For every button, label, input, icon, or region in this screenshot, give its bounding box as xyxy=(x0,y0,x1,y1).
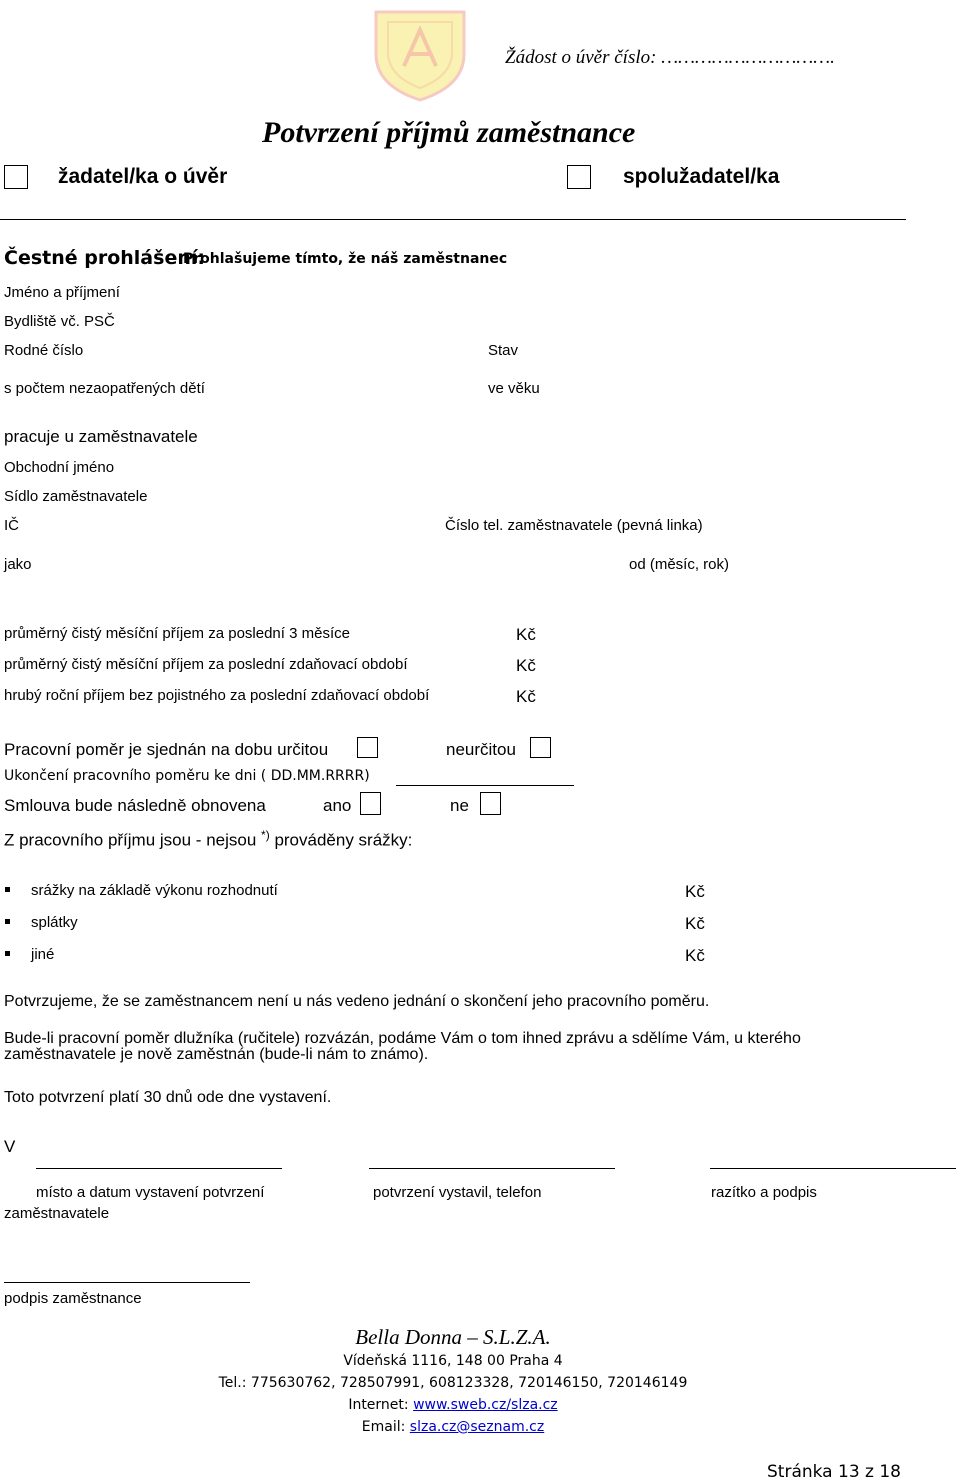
company-logo xyxy=(368,4,472,104)
employee-signature-line[interactable] xyxy=(4,1282,250,1283)
field-name-label: Jméno a příjmení xyxy=(4,284,120,301)
deduction-row-label: jiné xyxy=(31,946,55,963)
page-title: Potvrzení příjmů zaměstnance xyxy=(262,116,636,149)
bullet-icon xyxy=(5,919,10,924)
deduction-row-label: srážky na základě výkonu rozhodnutí xyxy=(31,882,278,899)
end-date-field[interactable] xyxy=(396,785,574,786)
applicant-label: žadatel/ka o úvěr xyxy=(58,165,228,188)
place-date-line[interactable] xyxy=(36,1168,282,1169)
field-since-label: od (měsíc, rok) xyxy=(629,556,730,573)
income-row-currency: Kč xyxy=(516,656,536,675)
place-prefix: V xyxy=(4,1137,16,1156)
issued-by-label: potvrzení vystavil, telefon xyxy=(373,1184,542,1201)
deduction-row-currency: Kč xyxy=(685,946,705,965)
footer-phone: Tel.: 775630762, 728507991, 608123328, 720146150, 720146149 xyxy=(218,1375,688,1391)
deductions-question xyxy=(4,828,412,851)
field-marital-status-label: Stav xyxy=(488,342,519,359)
footer-website-link[interactable]: www.sweb.cz/slza.cz xyxy=(413,1397,558,1413)
footer-internet xyxy=(0,1397,906,1413)
income-row-currency: Kč xyxy=(516,687,536,706)
footer-email-label: Email: xyxy=(361,1419,406,1435)
field-position-label: jako xyxy=(4,556,32,573)
bullet-icon xyxy=(5,887,10,892)
field-children-label: s počtem nezaopatřených dětí xyxy=(4,380,205,397)
deductions-prefix: Z pracovního příjmu jsou - nejsou xyxy=(4,830,257,850)
deductions-suffix: prováděny srážky: xyxy=(274,830,413,850)
notice-statement-line2: zaměstnavatele je nově zaměstnán (bude-li nám to známo). xyxy=(4,1046,429,1063)
validity-statement: Toto potvrzení platí 30 dnů ode dne vystavení. xyxy=(4,1089,332,1106)
declaration-heading: Čestné prohlášení: xyxy=(4,247,205,269)
notice-statement-line1: Bude-li pracovní poměr dlužníka (ručitele) rozvázán, podáme Vám o tom ihned zprávu a sdělíme Vám, u kterého xyxy=(4,1030,801,1047)
renewal-yes-label: ano xyxy=(323,796,352,815)
coapplicant-checkbox[interactable] xyxy=(567,165,591,189)
no-termination-statement: Potvrzujeme, že se zaměstnancem není u nás vedeno jednání o skončení jeho pracovního poměru. xyxy=(4,993,710,1010)
contract-definite-label: Pracovní poměr je sjednán na dobu určitou xyxy=(4,740,329,759)
applicant-checkbox[interactable] xyxy=(4,165,28,189)
income-row-label: průměrný čistý měsíční příjem za poslední zdaňovací období xyxy=(4,656,408,673)
end-date-label: Ukončení pracovního poměru ke dni ( DD.MM.RRRR) xyxy=(4,768,370,784)
contract-indefinite-label: neurčitou xyxy=(446,740,516,759)
deductions-footnote-mark: *) xyxy=(261,828,270,842)
footer-email-link[interactable]: slza.cz@seznam.cz xyxy=(409,1419,545,1435)
header-divider xyxy=(0,219,906,220)
field-birth-number-label: Rodné číslo xyxy=(4,342,84,359)
issued-by-line[interactable] xyxy=(369,1168,615,1169)
deduction-row-label: splátky xyxy=(31,914,78,931)
stamp-line[interactable] xyxy=(710,1168,956,1169)
definite-checkbox[interactable] xyxy=(357,737,378,758)
indefinite-checkbox[interactable] xyxy=(530,737,551,758)
declaration-intro: Prohlašujeme tímto, že náš zaměstnanec xyxy=(183,251,508,267)
deduction-row-currency: Kč xyxy=(685,914,705,933)
income-row-currency: Kč xyxy=(516,625,536,644)
bullet-icon xyxy=(5,951,10,956)
page-number: Stránka 13 z 18 xyxy=(767,1462,901,1482)
field-ic-label: IČ xyxy=(4,517,19,534)
place-date-label: místo a datum vystavení potvrzení xyxy=(36,1184,265,1201)
footer-company: Bella Donna – S.L.Z.A. xyxy=(355,1325,551,1349)
footer-address: Vídeňská 1116, 148 00 Praha 4 xyxy=(343,1353,563,1369)
field-business-name-label: Obchodní jméno xyxy=(4,459,115,476)
employee-signature-label: podpis zaměstnance xyxy=(4,1290,142,1307)
field-age-label: ve věku xyxy=(488,380,540,397)
income-row-label: hrubý roční příjem bez pojistného za poslední zdaňovací období xyxy=(4,687,430,704)
renewal-label: Smlouva bude následně obnovena xyxy=(4,796,266,815)
deduction-row-currency: Kč xyxy=(685,882,705,901)
stamp-label: razítko a podpis xyxy=(711,1184,817,1201)
place-date-label-cont: zaměstnavatele xyxy=(4,1205,110,1222)
income-row-label: průměrný čistý měsíční příjem za poslední 3 měsíce xyxy=(4,625,350,642)
coapplicant-label: spolužadatel/ka xyxy=(623,165,780,188)
employer-heading: pracuje u zaměstnavatele xyxy=(4,427,198,446)
renewal-no-checkbox[interactable] xyxy=(480,792,501,815)
field-employer-seat-label: Sídlo zaměstnavatele xyxy=(4,488,148,505)
footer-internet-label: Internet: xyxy=(348,1397,409,1413)
renewal-yes-checkbox[interactable] xyxy=(360,792,381,815)
field-employer-phone-label: Číslo tel. zaměstnavatele (pevná linka) xyxy=(445,517,703,534)
field-address-label: Bydliště vč. PSČ xyxy=(4,313,115,330)
footer-email xyxy=(0,1419,906,1435)
renewal-no-label: ne xyxy=(450,796,469,815)
request-number: Žádost o úvěr číslo: …………………………. xyxy=(505,47,835,68)
